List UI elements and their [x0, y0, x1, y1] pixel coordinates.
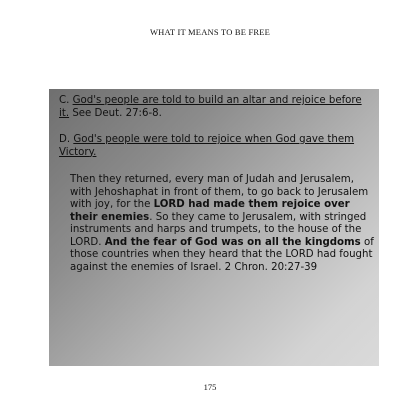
point-c-label: C.: [59, 95, 73, 106]
scripture-bold-1: LORD had made them rejoice over their enemies: [70, 199, 350, 223]
slide-image: [49, 89, 379, 366]
scripture-text-2: . So they came to Jerusalem, with stringed instruments and harps and trumpets, to the house of the LORD.: [70, 211, 367, 248]
point-d-underlined-text: God's people were told to rejoice when God gave them Victory.: [59, 134, 355, 158]
scripture-text-3: of those countries when they heard that the LORD had fought against the enemies of Israel. 2 Chron. 20:27-39: [70, 236, 374, 273]
scripture-quote: [70, 174, 375, 274]
point-c-underlined-text: God's people are told to build an altar and rejoice before it.: [59, 95, 362, 119]
scripture-text-1: Then they returned, every man of Judah and Jerusalem, with Jehoshaphat in front of them, to go back to Jerusalem with joy, for the: [70, 174, 369, 210]
point-d: [59, 134, 371, 159]
page-number: 175: [203, 382, 217, 392]
point-c: [59, 95, 371, 120]
page-header-title: WHAT IT MEANS TO BE FREE: [149, 27, 271, 37]
scripture-bold-2: And the fear of God was on all the kingdoms: [104, 236, 361, 248]
point-c-reference: See Deut. 27:6-8.: [69, 107, 162, 119]
point-d-label: D.: [59, 134, 74, 145]
